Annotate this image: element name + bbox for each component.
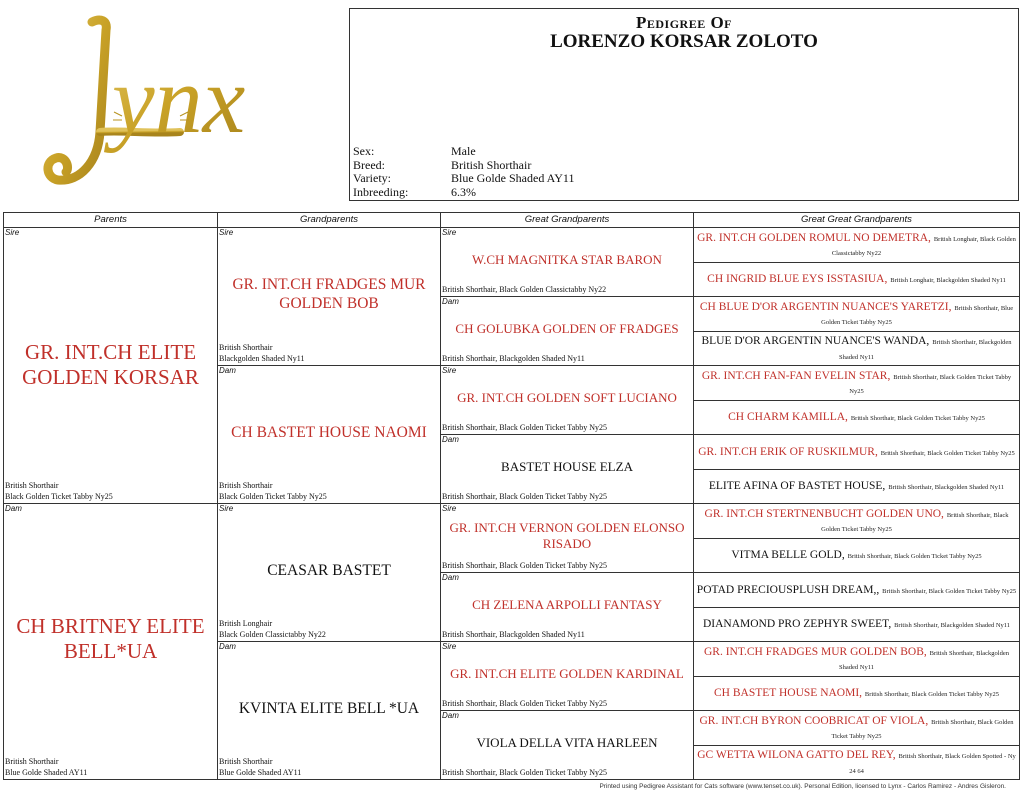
parent-dam-cell [4,504,218,779]
lynx-logo-graphic [40,12,300,202]
great-great-grandparent-name: GR. INT.CH STERTNENBUCHT GOLDEN UNO, [704,507,944,520]
info-value: British Shorthair [451,157,532,172]
great-great-grandparent-name: GR. INT.CH ERIK OF RUSKILMUR, [698,445,878,458]
role-label: Sire [5,228,20,237]
great-great-grandparent-entry [696,334,1017,363]
info-label: Variety: [353,171,391,185]
info-breed [353,159,574,173]
great-grandparent-name: W.CH MAGNITKA STAR BARON [472,252,662,267]
great-great-grandparent-entry [696,714,1017,743]
great-great-grandparent-name: GR. INT.CH FRADGES MUR GOLDEN BOB, [703,645,927,658]
great-great-grandparent-entry [696,300,1017,329]
variety-text: Black Golden Ticket Tabby Ny25 [219,492,327,501]
great-grandparent-cell [441,573,694,642]
info-value: Blue Golde Shaded AY11 [451,171,575,185]
great-great-grandparent-cell [694,228,1019,263]
great-great-grandparent-details: British Shorthair, Blackgolden Shaded Ny11 [839,649,1009,671]
print-footer: Printed using Pedigree Assistant for Cats software (www.tenset.co.uk). Personal Edition, licensed to Lynx - Carlos Ramirez - Andres Gisleron. [599,783,1006,790]
great-great-grandparent-details: British Shorthair, Black Golden Ticket Tabby Ny25 [847,553,982,561]
great-great-grandparent-name: CH BASTET HOUSE NAOMI, [714,687,863,700]
great-great-grandparent-entry [707,272,1006,286]
great-great-grandparent-name: GR. INT.CH BYRON COOBRICAT OF VIOLA, [699,714,929,727]
great-great-grandparent-entry [703,617,1010,631]
role-label: Sire [442,504,457,513]
great-grandparent-cell [441,711,694,779]
great-great-grandparent-name: VITMA BELLE GOLD, [731,549,845,562]
variety-text: Black Golden Classictabby Ny22 [219,630,326,639]
role-label: Dam [442,435,459,444]
great-grandparent-cell [441,435,694,504]
great-grandparent-cell [441,642,694,711]
great-great-grandparent-entry [696,748,1017,777]
great-great-grandparent-cell [694,297,1019,332]
great-great-grandparent-details: British Shorthair, Black Golden Ticket Tabby Ny25 [850,415,985,423]
grandparent-cell [218,504,441,642]
great-great-grandparent-cell [694,711,1019,746]
great-great-grandparent-details: British Longhair, Blackgolden Shaded Ny11 [890,277,1006,285]
great-great-grandparent-details: British Shorthair, Black Golden Spotted - Ny 24 64 [849,753,1016,775]
great-great-grandparent-cell [694,642,1019,677]
info-label: Sex: [353,144,375,158]
great-grandparent-cell [441,297,694,366]
great-great-grandparent-name: CH INGRID BLUE EYS ISSTASIUA, [707,273,888,286]
parent-sire-cell [4,228,218,504]
info-value: Male [451,144,476,158]
great-great-grandparent-details: British Shorthair, Black Golden Ticket Tabby Ny25 [821,511,1009,533]
great-grandparent-details: British Shorthair, Black Golden Ticket Tabby Ny25 [442,699,607,708]
great-great-grandparent-cell [694,504,1019,539]
great-great-grandparent-entry [731,548,981,562]
logo-wordmark: ynx [112,46,246,153]
breed-text: British Shorthair [5,757,59,766]
variety-text: Blackgolden Shaded Ny11 [219,354,305,363]
grandparent-cell [218,228,441,366]
breed-text: British Longhair [219,619,273,628]
cat-info [353,145,574,199]
great-great-grandparent-cell [694,608,1019,642]
great-great-grandparent-details: British Shorthair, Blue Golden Ticket Tabby Ny25 [821,304,1014,326]
role-label: Sire [442,366,457,375]
great-great-grandparent-entry [696,507,1017,536]
great-great-grandparent-details: British Shorthair, Blackgolden Shaded Ny11 [888,484,1005,492]
great-great-grandparent-name: DIANAMOND PRO ZEPHYR SWEET, [702,618,892,631]
grandparent-name: KVINTA ELITE BELL *UA [238,700,420,717]
role-label: Sire [219,504,234,513]
great-grandparent-cell [441,228,694,297]
role-label: Dam [5,504,22,513]
grandparent-details [219,480,327,502]
grandparent-cell [218,642,441,779]
grandparent-cell [218,366,441,504]
great-great-grandparent-cell [694,677,1019,711]
great-great-grandparent-name: POTAD PRECIOUSPLUSH DREAM,, [696,583,880,596]
pedigree-title: Pedigree Of [635,13,733,32]
great-grandparent-details: British Shorthair, Black Golden Ticket Tabby Ny25 [442,768,607,777]
great-great-grandparent-entry [698,445,1015,459]
great-great-grandparent-name: BLUE D'OR ARGENTIN NUANCE'S WANDA, [701,335,930,348]
great-great-grandparent-details: British Shorthair, Black Golden Ticket Tabby Ny25 [882,587,1017,595]
great-great-grandparent-name: CH CHARM KAMILLA, [728,411,848,424]
info-sex [353,145,574,159]
grandparent-name: CEASAR BASTET [267,562,391,579]
great-great-grandparent-name: GR. INT.CH FAN-FAN EVELIN STAR, [701,369,891,382]
great-great-grandparent-entry [697,583,1016,597]
great-great-grandparent-details: British Shorthair, Black Golden Ticket Tabby Ny25 [831,718,1014,740]
great-great-grandparent-cell [694,401,1019,435]
great-grandparent-details: British Shorthair, Blackgolden Shaded Ny11 [442,354,585,363]
column-header-grandparents: Grandparents [218,213,441,228]
breed-text: British Shorthair [219,757,273,766]
great-great-grandparent-name: CH BLUE D'OR ARGENTIN NUANCE'S YARETZI, [699,300,952,313]
great-great-grandparent-cell [694,366,1019,401]
info-inbreeding [353,186,574,200]
great-grandparent-name: GR. INT.CH GOLDEN SOFT LUCIANO [457,390,677,405]
great-grandparent-details: British Shorthair, Blackgolden Shaded Ny11 [442,630,585,639]
variety-text: Blue Golde Shaded AY11 [5,768,88,777]
info-value: 6.3% [451,184,476,199]
parent-dam-name: CH BRITNEY ELITE BELL*UA [16,614,205,664]
great-grandparent-name: BASTET HOUSE ELZA [501,459,633,474]
great-grandparent-name: GR. INT.CH ELITE GOLDEN KARDINAL [450,666,684,681]
great-great-grandparent-name: ELITE AFINA OF BASTET HOUSE, [708,480,886,493]
parent-sire-details [5,480,113,502]
role-label: Dam [442,711,459,720]
pedigree-table [3,212,1020,780]
great-grandparent-details: British Shorthair, Black Golden Classictabby Ny22 [442,285,607,294]
info-variety [353,172,574,186]
great-great-grandparent-entry [696,645,1017,674]
great-great-grandparent-entry [696,231,1017,260]
great-great-grandparent-entry [709,479,1004,493]
info-label: Breed: [353,157,385,172]
grandparent-details [219,342,304,364]
great-great-grandparent-details: British Shorthair, Blackgolden Shaded Ny11 [839,339,1012,361]
column-header-great-grandparents: Great Grandparents [441,213,694,228]
breed-text: British Shorthair [219,343,273,352]
great-grandparent-name: GR. INT.CH VERNON GOLDEN ELONSO RISADO [449,520,685,551]
info-label: Inbreeding: [353,184,409,199]
column-header-great-great-grandparents: Great Great Grandparents [694,213,1019,228]
lynx-logo [40,12,300,202]
variety-text: Black Golden Ticket Tabby Ny25 [5,492,113,501]
great-great-grandparent-entry [728,410,985,424]
great-great-grandparent-details: British Longhair, Black Golden Classictabby Ny22 [831,235,1016,257]
role-label: Dam [219,642,236,651]
role-label: Dam [442,297,459,306]
great-grandparent-name: CH ZELENA ARPOLLI FANTASY [472,597,662,612]
great-great-grandparent-details: British Shorthair, Black Golden Ticket Tabby Ny25 [864,691,999,699]
pedigree-header [349,8,1019,201]
great-grandparent-details: British Shorthair, Black Golden Ticket Tabby Ny25 [442,561,607,570]
variety-text: Blue Golde Shaded AY11 [219,768,302,777]
great-great-grandparent-details: British Shorthair, Blackgolden Shaded Ny11 [894,622,1011,630]
grandparent-name: GR. INT.CH FRADGES MUR GOLDEN BOB [232,276,426,312]
great-grandparent-details: British Shorthair, Black Golden Ticket Tabby Ny25 [442,492,607,501]
breed-text: British Shorthair [219,481,273,490]
cat-name: LORENZO KORSAR ZOLOTO [550,31,818,52]
great-great-grandparent-cell [694,746,1019,779]
grandparent-name: CH BASTET HOUSE NAOMI [231,424,427,441]
role-label: Sire [442,642,457,651]
great-grandparent-name: VIOLA DELLA VITA HARLEEN [476,735,658,750]
great-great-grandparent-entry [696,369,1017,398]
great-grandparent-details: British Shorthair, Black Golden Ticket Tabby Ny25 [442,423,607,432]
great-great-grandparent-cell [694,263,1019,297]
great-great-grandparent-name: GC WETTA WILONA GATTO DEL REY, [697,749,896,762]
great-great-grandparent-cell [694,435,1019,470]
great-grandparent-cell [441,366,694,435]
grandparent-details [219,618,326,640]
parent-sire-name: GR. INT.CH ELITE GOLDEN KORSAR [22,340,199,390]
great-great-grandparent-cell [694,539,1019,573]
great-great-grandparent-cell [694,332,1019,366]
great-great-grandparent-details: British Shorthair, Black Golden Ticket Tabby Ny25 [849,373,1012,395]
role-label: Dam [219,366,236,375]
great-great-grandparent-entry [714,686,999,700]
grandparent-details [219,756,301,778]
great-grandparent-name: CH GOLUBKA GOLDEN OF FRADGES [455,321,679,336]
role-label: Sire [442,228,457,237]
great-great-grandparent-details: British Shorthair, Black Golden Ticket Tabby Ny25 [880,449,1015,457]
column-header-parents: Parents [4,213,218,228]
great-great-grandparent-cell [694,573,1019,608]
role-label: Dam [442,573,459,582]
parent-dam-details [5,756,87,778]
breed-text: British Shorthair [5,481,59,490]
great-great-grandparent-cell [694,470,1019,504]
great-grandparent-cell [441,504,694,573]
great-great-grandparent-name: GR. INT.CH GOLDEN ROMUL NO DEMETRA, [697,231,931,244]
role-label: Sire [219,228,234,237]
